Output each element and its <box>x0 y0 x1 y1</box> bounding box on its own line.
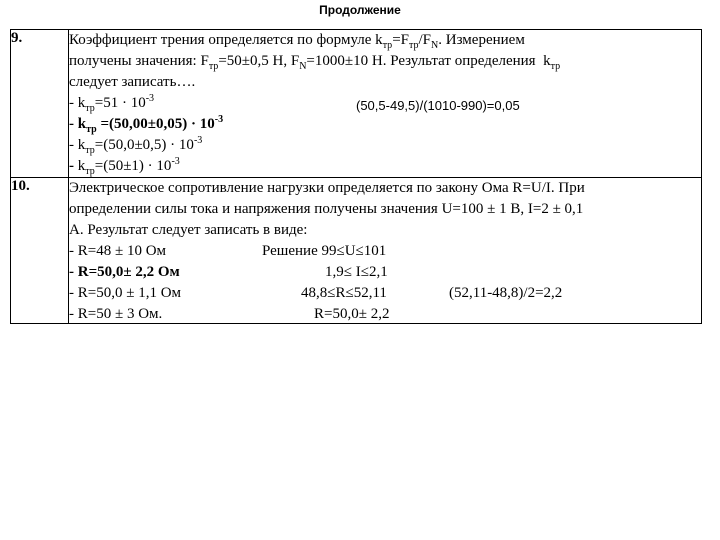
questions-table <box>10 29 702 324</box>
page-heading: Продолжение <box>319 3 401 17</box>
question-row <box>11 178 702 324</box>
answer-option[interactable]: - $k_{тр}=51 \cdot 10^{-3}$ <box>69 93 155 114</box>
question-line: Коэффициент трения определяется по формуле $k_{тр}=F_{тр}/F_N$. Измерением <box>69 32 525 51</box>
solution-line: 1,9≤ I≤2,1 <box>325 264 388 280</box>
question-number: 10. <box>11 178 69 324</box>
question-line: А. Результат следует записать в виде: <box>69 222 308 238</box>
answer-option-correct[interactable]: - $k_{тр} =(50,00\pm 0,05) \cdot 10^{-3}$ <box>69 114 224 135</box>
question-row <box>11 30 702 178</box>
calc-note: (52,11-48,8)/2=2,2 <box>449 285 563 301</box>
question-line: получены значения: $F_{тр}=50\pm 0,5$ Н, $F_N=1000\pm 10$ Н. Результат определения $k_{тр}$ <box>69 53 561 72</box>
answer-option[interactable]: - $k_{тр}=(50,0\pm 0,5) \cdot 10^{-3}$ <box>69 135 203 156</box>
question-body <box>69 30 701 177</box>
answer-option[interactable]: - R=48 ± 10 Ом <box>69 243 167 259</box>
answer-option[interactable]: - $k_{тр}=(50\pm 1) \cdot 10^{-3}$ <box>69 156 180 177</box>
answer-option[interactable]: - R=50,0 ± 1,1 Ом <box>69 285 182 301</box>
solution-line: 48,8≤R≤52,11 <box>301 285 387 301</box>
solution-note: (50,5-49,5)/(1010-990)=0,05 <box>356 98 520 113</box>
answer-option[interactable]: - R=50 ± 3 Ом. <box>69 306 163 322</box>
question-number: 9. <box>11 30 69 178</box>
question-cell <box>69 178 702 324</box>
question-line: Электрическое сопротивление нагрузки определяется по закону Ома R=U/I. При <box>69 180 585 196</box>
question-line: следует записать…. <box>69 74 196 90</box>
question-line: определении силы тока и напряжения получены значения U=100 ± 1 В, I=2 ± 0,1 <box>69 201 584 217</box>
question-cell <box>69 30 702 178</box>
answer-option-correct[interactable]: - R=50,0± 2,2 Ом <box>69 264 180 280</box>
question-body <box>69 178 701 320</box>
solution-line: R=50,0± 2,2 <box>314 306 390 322</box>
solution-line: Решение 99≤U≤101 <box>262 243 387 259</box>
